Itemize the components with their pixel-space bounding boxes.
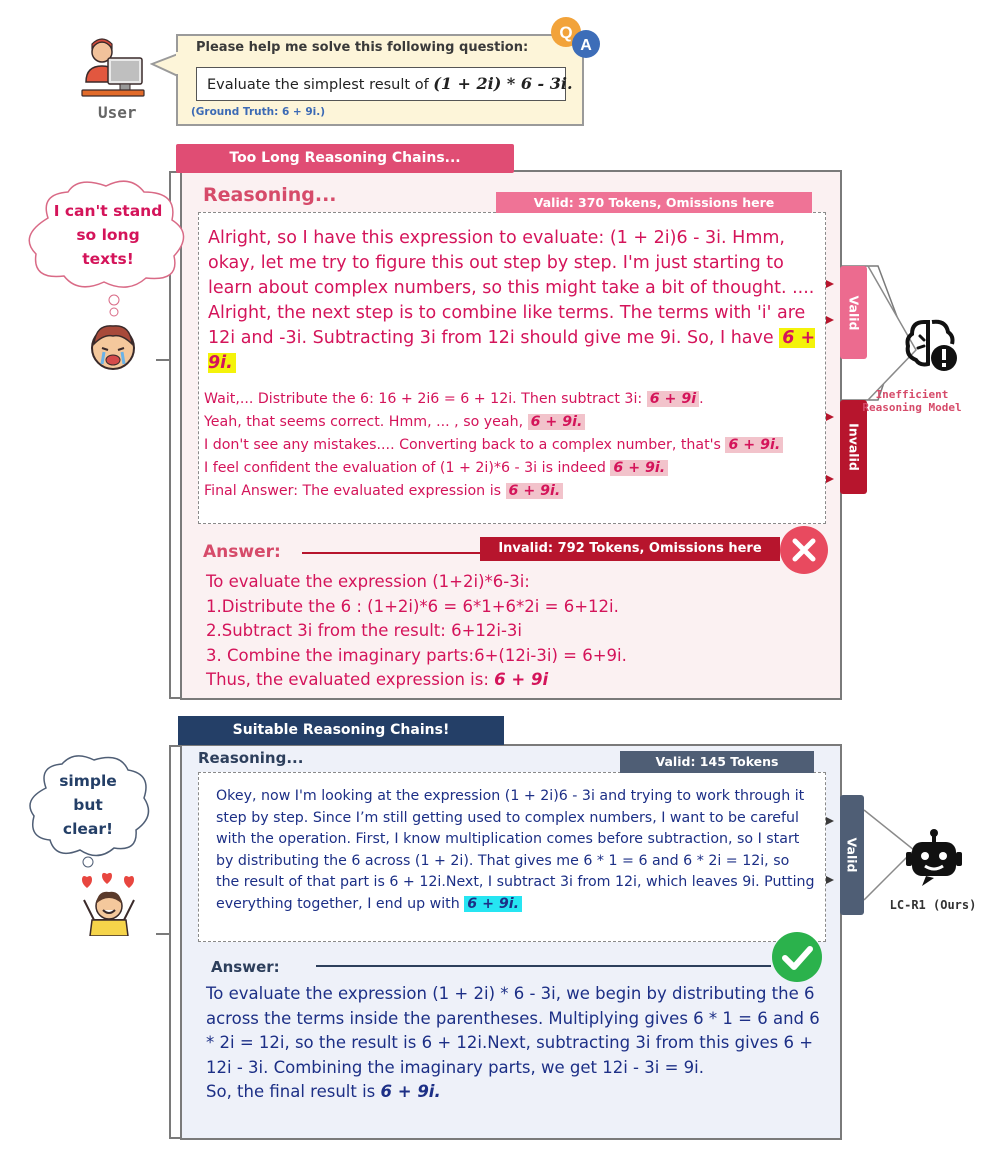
- question-prompt: Please help me solve this following question:: [196, 40, 529, 55]
- top-title: Too Long Reasoning Chains...: [176, 144, 514, 173]
- top-invalid-tab-label: Invalid: [846, 423, 861, 471]
- bottom-valid-tab: [840, 795, 864, 915]
- top-answer-line: 1.Distribute the 6 : (1+2i)*6 = 6*1+6*2i = 6+12i.: [206, 596, 619, 616]
- top-valid-tab-label: Valid: [846, 295, 861, 330]
- top-answer-label: Answer:: [203, 542, 281, 562]
- top-para1-text: Alright, so I have this expression to evaluate: (1 + 2i)6 - 3i. Hmm, okay, let me try to figure this out step by step. I'm just starting to learn about complex numbers, so this might take a bit of thought. .... Alright, the next step is to combine like terms. The terms with 'i' are 12i and -3i. Subtracting 3i from 12i should give me 9i. So, I have: [208, 228, 815, 348]
- user-icon: [78, 38, 150, 102]
- top-para2-line: I feel confident the evaluation of (1 + 2i)*6 - 3i is indeed 6 + 9i.: [204, 457, 820, 480]
- crying-face-icon: [84, 318, 142, 376]
- bottom-valid-tab-label: Valid: [844, 837, 860, 873]
- top-para1-highlight: 6 + 9i.: [208, 328, 816, 373]
- bottom-answer-body: [206, 982, 826, 1105]
- cloud-text: I can't stand so long texts!: [53, 202, 163, 268]
- svg-text:A: A: [580, 37, 592, 54]
- cloud-bubbles: [80, 854, 100, 874]
- x-circle-icon: [778, 524, 830, 576]
- check-circle-icon: [770, 930, 824, 984]
- top-answer-line: 3. Combine the imaginary parts:6+(12i-3i) = 6+9i.: [206, 645, 627, 665]
- question-expression: (1 + 2i) * 6 - 3i.: [433, 74, 573, 93]
- top-reasoning-para2: [204, 388, 820, 503]
- top-invalid-tab: [840, 400, 867, 494]
- top-hl-5: 6 + 9i.: [506, 483, 564, 499]
- speech-tail-cover: [176, 52, 182, 74]
- top-answer-final-value: 6 + 9i: [494, 670, 549, 689]
- top-answer-final: Thus, the evaluated expression is: 6 + 9i: [206, 670, 549, 689]
- top-valid-bar: Valid: 370 Tokens, Omissions here: [496, 192, 812, 213]
- lc-r1-label: LC-R1 (Ours): [889, 898, 977, 912]
- bottom-answer-text: To evaluate the expression (1 + 2i) * 6 - 3i, we begin by distributing the 6 across the terms inside the parentheses. Multiplying gives 6 * 1 = 6 and 6 * 2i = 12i, so the result is 6 + 12i.Next, subtracting 3i from this gives 6 + 12i - 3i. Combining the imaginary parts, we get 12i - 3i = 9i.: [206, 984, 820, 1077]
- robot-icon: [904, 828, 964, 890]
- svg-text:Q: Q: [559, 23, 573, 42]
- inefficient-model-label: Inefficient Reasoning Model: [862, 388, 962, 414]
- cloud-bubbles: [104, 294, 124, 320]
- top-reasoning-para1: [208, 226, 816, 376]
- top-reasoning-label: Reasoning...: [203, 184, 337, 206]
- top-para2-line: Yeah, that seems correct. Hmm, ... , so yeah, 6 + 9i.: [204, 411, 820, 434]
- happy-person-icon: [76, 872, 142, 936]
- bottom-reasoning-label: Reasoning...: [198, 749, 304, 767]
- cloud-text: simple but clear!: [59, 772, 117, 838]
- top-answer-line: 2.Subtract 3i from the result: 6+12i-3i: [206, 621, 523, 640]
- bottom-valid-bar: Valid: 145 Tokens: [620, 751, 814, 773]
- top-answer-body: [206, 570, 826, 693]
- bottom-para-highlight: 6 + 9i.: [464, 896, 522, 912]
- top-para2-line: Final Answer: The evaluated expression is 6 + 9i.: [204, 480, 820, 503]
- top-para2-line: I don't see any mistakes.... Converting back to a complex number, that's 6 + 9i.: [204, 434, 820, 457]
- bottom-title: Suitable Reasoning Chains!: [178, 716, 504, 745]
- bottom-answer-divider: [316, 965, 771, 967]
- top-answer-line: To evaluate the expression (1+2i)*6-3i:: [206, 572, 530, 591]
- top-hl-1: 6 + 9i: [647, 391, 699, 407]
- bottom-answer-label: Answer:: [211, 958, 280, 976]
- bottom-answer-final: So, the final result is: [206, 1082, 376, 1101]
- top-answer-divider: [302, 552, 492, 554]
- bottom-para-text: Okey, now I'm looking at the expression (1 + 2i)6 - 3i and trying to work through it step by step. Since I’m still getting used to complex numbers, I want to be careful with the operation. First, I know multiplication comes before subtraction, so I start by distributing the 6 across (1 + 2i). That gives me 6 * 1 = 6 and 6 * 2i = 12i, so the result of that part is 6 + 12i.Next, I subtract 3i from 12i, which leaves 9i. Putting everything together, I end up with: [216, 788, 815, 912]
- bottom-reasoning-para: [216, 786, 816, 915]
- ground-truth: (Ground Truth: 6 + 9i.): [191, 106, 326, 118]
- top-hl-3: 6 + 9i.: [725, 437, 783, 453]
- question-input: [196, 67, 573, 101]
- bottom-answer-final-value: 6 + 9i.: [380, 1082, 441, 1101]
- top-hl-4: 6 + 9i.: [610, 460, 668, 476]
- top-para2-line: Wait,... Distribute the 6: 16 + 2i6 = 6 + 12i. Then subtract 3i: 6 + 9i .: [204, 391, 704, 407]
- question-prefix: Evaluate the simplest result of: [207, 77, 429, 93]
- inefficient-model-icon: [902, 316, 960, 374]
- user-label: User: [98, 103, 137, 122]
- top-valid-tab: [840, 266, 867, 359]
- qa-icon: [546, 12, 604, 62]
- top-invalid-bar: Invalid: 792 Tokens, Omissions here: [480, 537, 780, 561]
- bottom-bracket: [152, 744, 182, 1140]
- top-hl-2: 6 + 9i.: [528, 414, 586, 430]
